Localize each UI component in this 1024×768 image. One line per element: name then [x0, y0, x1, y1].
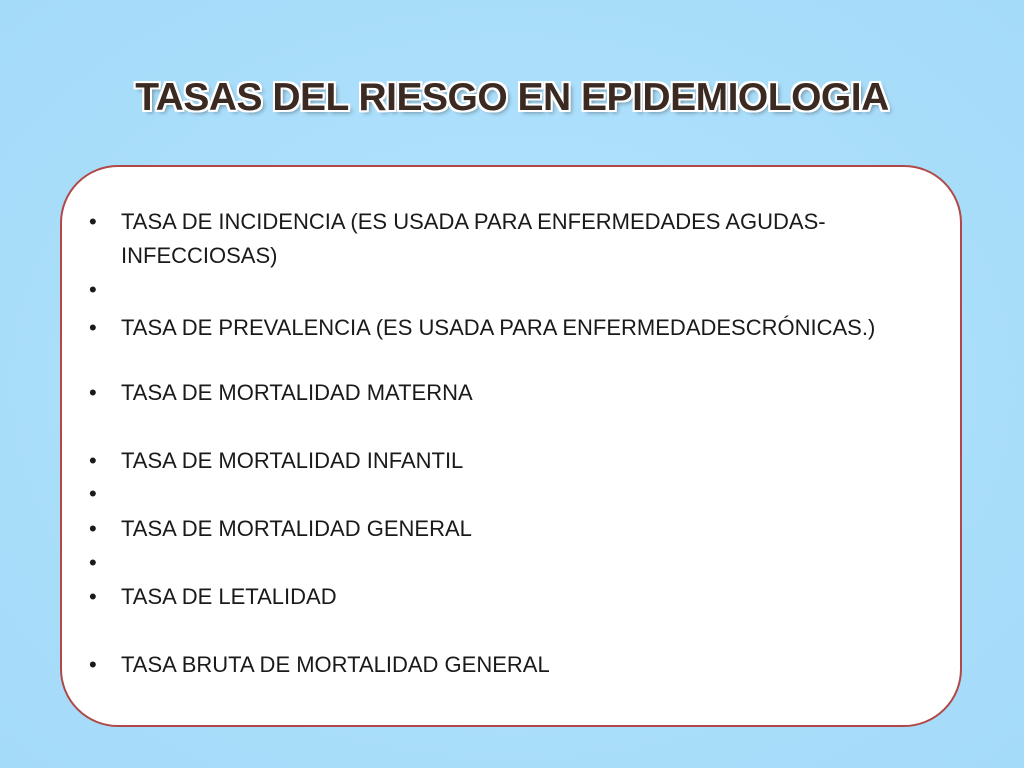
bullet-text: TASA DE INCIDENCIA (ES USADA PARA ENFERMEDADES AGUDAS-INFECCIOSAS) [121, 209, 826, 268]
bullet-item-mortalidad-infantil [62, 444, 922, 478]
bullet-text: TASA BRUTA DE MORTALIDAD GENERAL [121, 652, 550, 677]
bullet-icon: • [89, 550, 97, 575]
bullet-icon: • [89, 448, 97, 473]
bullet-item-incidencia [62, 205, 922, 273]
bullet-item-mortalidad-general [62, 512, 922, 546]
bullet-icon: • [89, 652, 97, 677]
bullet-item-bruta-mortalidad [62, 648, 922, 682]
bullet-item-letalidad [62, 580, 922, 614]
bullet-item-mortalidad-materna [62, 376, 922, 410]
bullet-icon: • [89, 481, 97, 506]
bullet-icon: • [89, 209, 97, 234]
bullet-text: TASA DE PREVALENCIA (ES USADA PARA ENFERMEDADESCRÓNICAS.) [121, 315, 876, 340]
bullet-icon: • [89, 584, 97, 609]
bullet-icon: • [89, 277, 97, 302]
bullet-text: TASA DE LETALIDAD [121, 584, 337, 609]
bullet-icon: • [89, 516, 97, 541]
bullet-icon: • [89, 380, 97, 405]
bullet-text: TASA DE MORTALIDAD MATERNA [121, 380, 473, 405]
bullet-text: TASA DE MORTALIDAD GENERAL [121, 516, 472, 541]
bullet-icon: • [89, 315, 97, 340]
bullet-item-prevalencia [62, 311, 922, 345]
content-box [60, 165, 962, 727]
slide-title: TASAS DEL RIESGO EN EPIDEMIOLOGIA [135, 76, 889, 119]
bullet-text: TASA DE MORTALIDAD INFANTIL [121, 448, 464, 473]
